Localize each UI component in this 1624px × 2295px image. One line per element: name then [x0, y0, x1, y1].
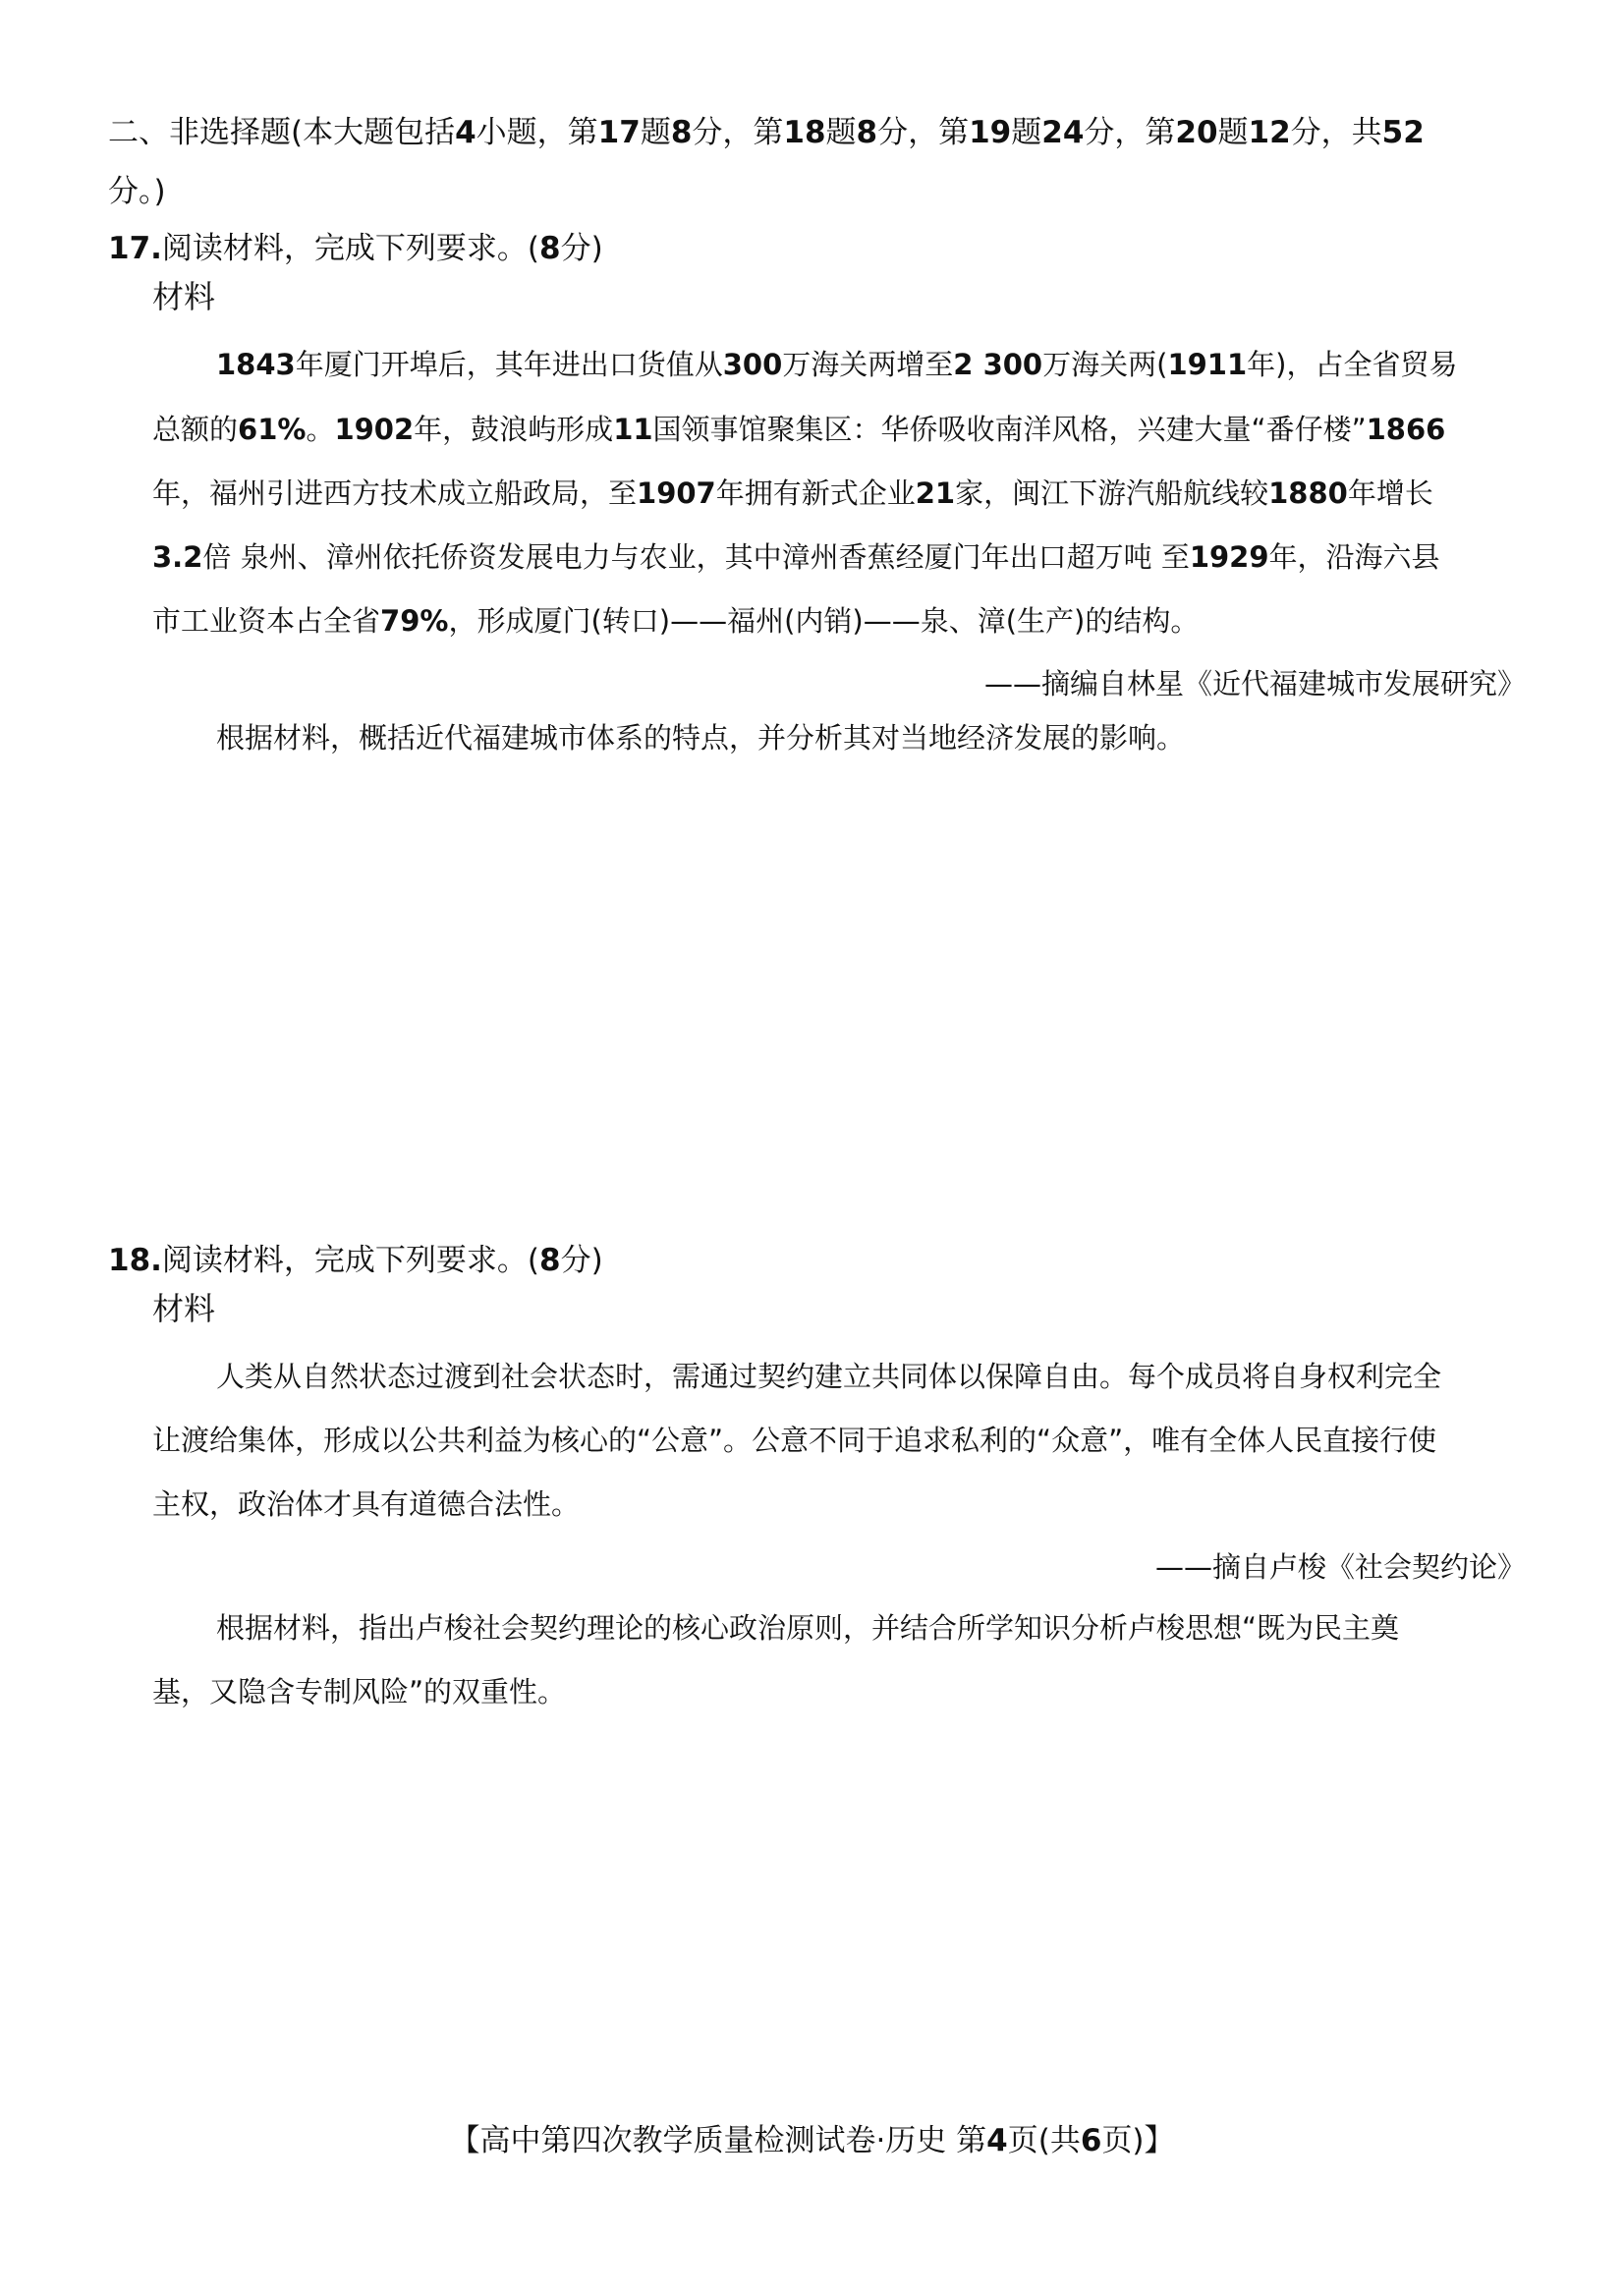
page-footer: 【高中第四次教学质量检测试卷·历史 第4页(共6页)】 [449, 2123, 1175, 2158]
q17-source: ——摘编自林星《近代福建城市发展研究》 [983, 667, 1526, 700]
q17-question: 根据材料，概括近代福建城市体系的特点，并分析其对当地经济发展的影响。 [216, 721, 1186, 755]
q18-source: ——摘自卢梭《社会契约论》 [1154, 1550, 1526, 1584]
q17-paragraph-line: 年，福州引进西方技术成立船政局，至1907年拥有新式企业21家，闽江下游汽船航线较1880年增长 [152, 476, 1433, 510]
q17-title: 17.阅读材料，完成下列要求。(8分) [108, 231, 603, 266]
q18-title: 18.阅读材料，完成下列要求。(8分) [108, 1243, 603, 1278]
q18-paragraph-line: 人类从自然状态过渡到社会状态时，需通过契约建立共同体以保障自由。每个成员将自身权利完全 [216, 1360, 1442, 1393]
q17-paragraph-line: 3.2倍 泉州、漳州依托侨资发展电力与农业，其中漳州香蕉经厦门年出口超万吨 至1929年，沿海六县 [152, 540, 1440, 574]
q18-paragraph-line: 让渡给集体，形成以公共利益为核心的“公意”。公意不同于追求私利的“众意”，唯有全体人民直接行使 [152, 1424, 1437, 1457]
q18-paragraph-line: 主权，政治体才具有道德合法性。 [152, 1487, 581, 1521]
q18-material-label: 材料 [152, 1290, 216, 1327]
q17-paragraph-line: 1843年厦门开埠后，其年进出口货值从300万海关两增至2 300万海关两(1911年)，占全省贸易 [216, 348, 1458, 381]
q17-paragraph-line: 总额的61%。1902年，鼓浪屿形成11国领事馆聚集区：华侨吸收南洋风格，兴建大量“番仔楼”1866 [152, 413, 1446, 446]
q18-question-line: 根据材料，指出卢梭社会契约理论的核心政治原则，并结合所学知识分析卢梭思想“既为民主奠 [216, 1611, 1400, 1645]
q18-question-line: 基，又隐含专制风险”的双重性。 [152, 1675, 567, 1708]
q17-paragraph-line: 市工业资本占全省79%，形成厦门(转口)——福州(内销)——泉、漳(生产)的结构。 [152, 604, 1200, 638]
section-header-line-1: 二、非选择题(本大题包括4小题，第17题8分，第18题8分，第19题24分，第20题12分，共52 [108, 115, 1425, 150]
section-header-line-2: 分。) [108, 174, 166, 209]
q17-material-label: 材料 [152, 278, 216, 315]
